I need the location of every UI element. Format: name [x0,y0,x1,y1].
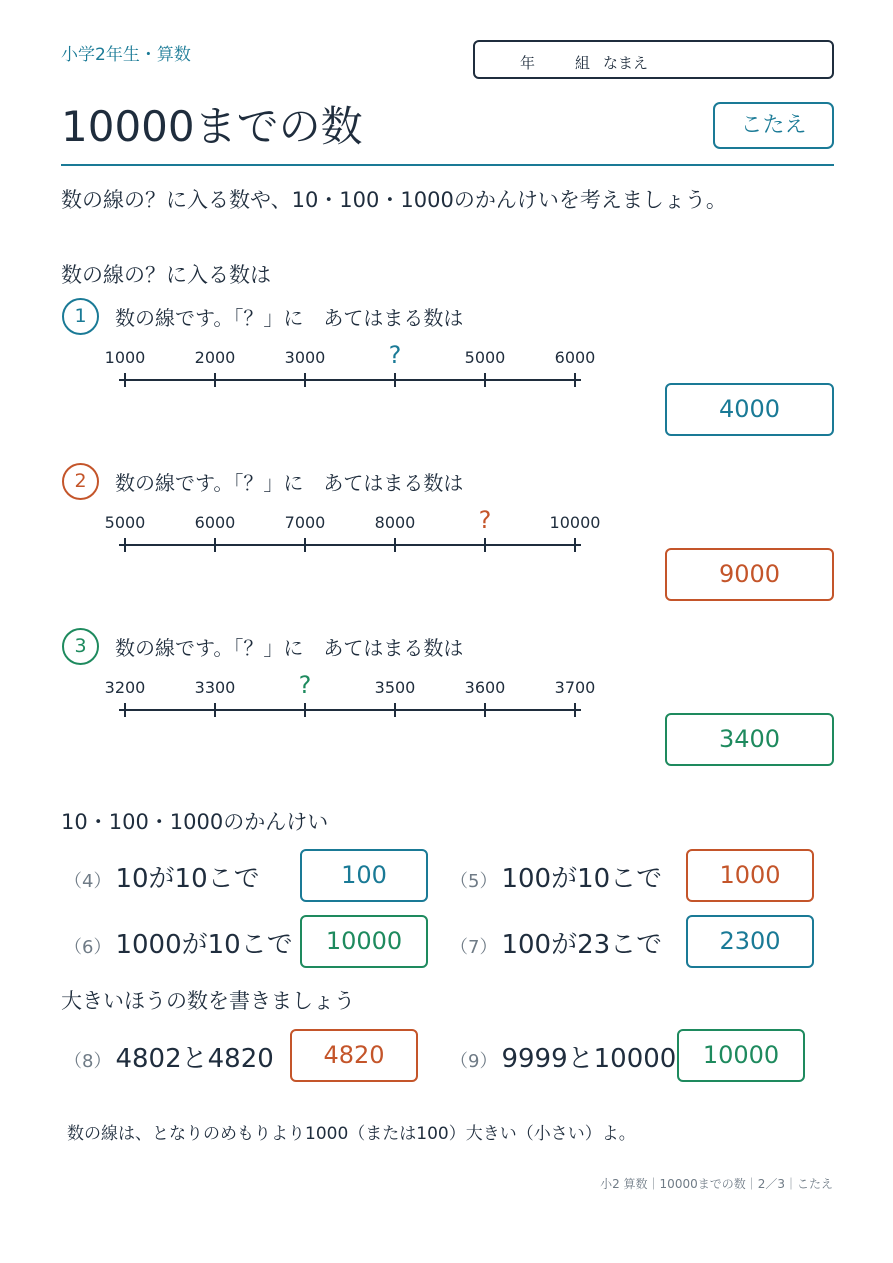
answer-6-box[interactable]: 10000 [300,915,428,968]
answer-2-box[interactable]: 9000 [665,548,834,601]
number-line-unknown: ? [478,506,492,534]
name-label: なまえ [603,54,649,72]
class-label: 組 [575,54,591,72]
question-9 [450,1038,676,1075]
question-5 [450,858,662,895]
number-line-label: 3200 [104,678,146,697]
question-2-text: 数の線です。「？」に あてはまる数は [115,471,464,495]
page-title: 10000までの数 [61,102,363,151]
question-5-number: （5） [450,871,498,892]
name-field[interactable] [473,40,834,79]
question-3-number: 3 [62,628,99,665]
number-line-label: 10000 [549,513,601,532]
question-8-number: （8） [64,1051,112,1072]
number-line-label: 3600 [464,678,506,697]
title-divider [61,164,834,166]
question-8-text: 4802と4820 [115,1044,274,1074]
section-compare-title: 大きいほうの数を書きましょう [61,989,355,1013]
number-line-label: 6000 [554,348,596,367]
number-line-label: 1000 [104,348,146,367]
section-relation-title: 10・100・1000のかんけい [61,810,329,834]
answer-9-box[interactable]: 10000 [677,1029,805,1082]
number-line-2 [100,503,620,578]
answer-3-box[interactable]: 3400 [665,713,834,766]
number-line-label: 3300 [194,678,236,697]
year-label: 年 [520,54,536,72]
answer-key-badge: こたえ [713,102,834,149]
number-line-3 [100,668,620,743]
number-line-1 [100,338,620,413]
number-line-label: 3000 [284,348,326,367]
number-line-label: 5000 [464,348,506,367]
question-8 [64,1038,274,1075]
answer-7-box[interactable]: 2300 [686,915,814,968]
number-line-label: 7000 [284,513,326,532]
question-4-number: （4） [64,871,112,892]
number-line-label: 2000 [194,348,236,367]
question-6-text: 1000が10こで [115,930,293,960]
instruction-text: 数の線の？に入る数や、10・100・1000のかんけいを考えましょう。 [61,188,727,212]
question-2-number: 2 [62,463,99,500]
number-line-label: 3500 [374,678,416,697]
question-1-number: 1 [62,298,99,335]
question-9-number: （9） [450,1051,498,1072]
page-footer: 小2 算数｜10000までの数｜2／3｜こたえ [600,1177,833,1191]
question-5-text: 100が10こで [501,864,663,894]
number-line-unknown: ? [388,341,402,369]
number-line-label: 5000 [104,513,146,532]
question-1-text: 数の線です。「？」に あてはまる数は [115,306,464,330]
number-line-label: 3700 [554,678,596,697]
question-7 [450,924,662,961]
question-7-number: （7） [450,937,498,958]
hint-note: 数の線は、となりのめもりより1000（または100）大きい（小さい）よ。 [67,1124,636,1144]
number-line-label: 8000 [374,513,416,532]
answer-5-box[interactable]: 1000 [686,849,814,902]
question-3-text: 数の線です。「？」に あてはまる数は [115,636,464,660]
answer-1-box[interactable]: 4000 [665,383,834,436]
question-6 [64,924,293,961]
number-line-unknown: ? [298,671,312,699]
question-4 [64,858,260,895]
question-4-text: 10が10こで [115,864,260,894]
question-7-text: 100が23こで [501,930,663,960]
answer-8-box[interactable]: 4820 [290,1029,418,1082]
section-number-line-title: 数の線の？に入る数は [61,263,271,287]
grade-label: 小学2年生・算数 [61,45,191,65]
question-9-text: 9999と10000 [501,1044,677,1074]
number-line-label: 6000 [194,513,236,532]
answer-4-box[interactable]: 100 [300,849,428,902]
question-6-number: （6） [64,937,112,958]
